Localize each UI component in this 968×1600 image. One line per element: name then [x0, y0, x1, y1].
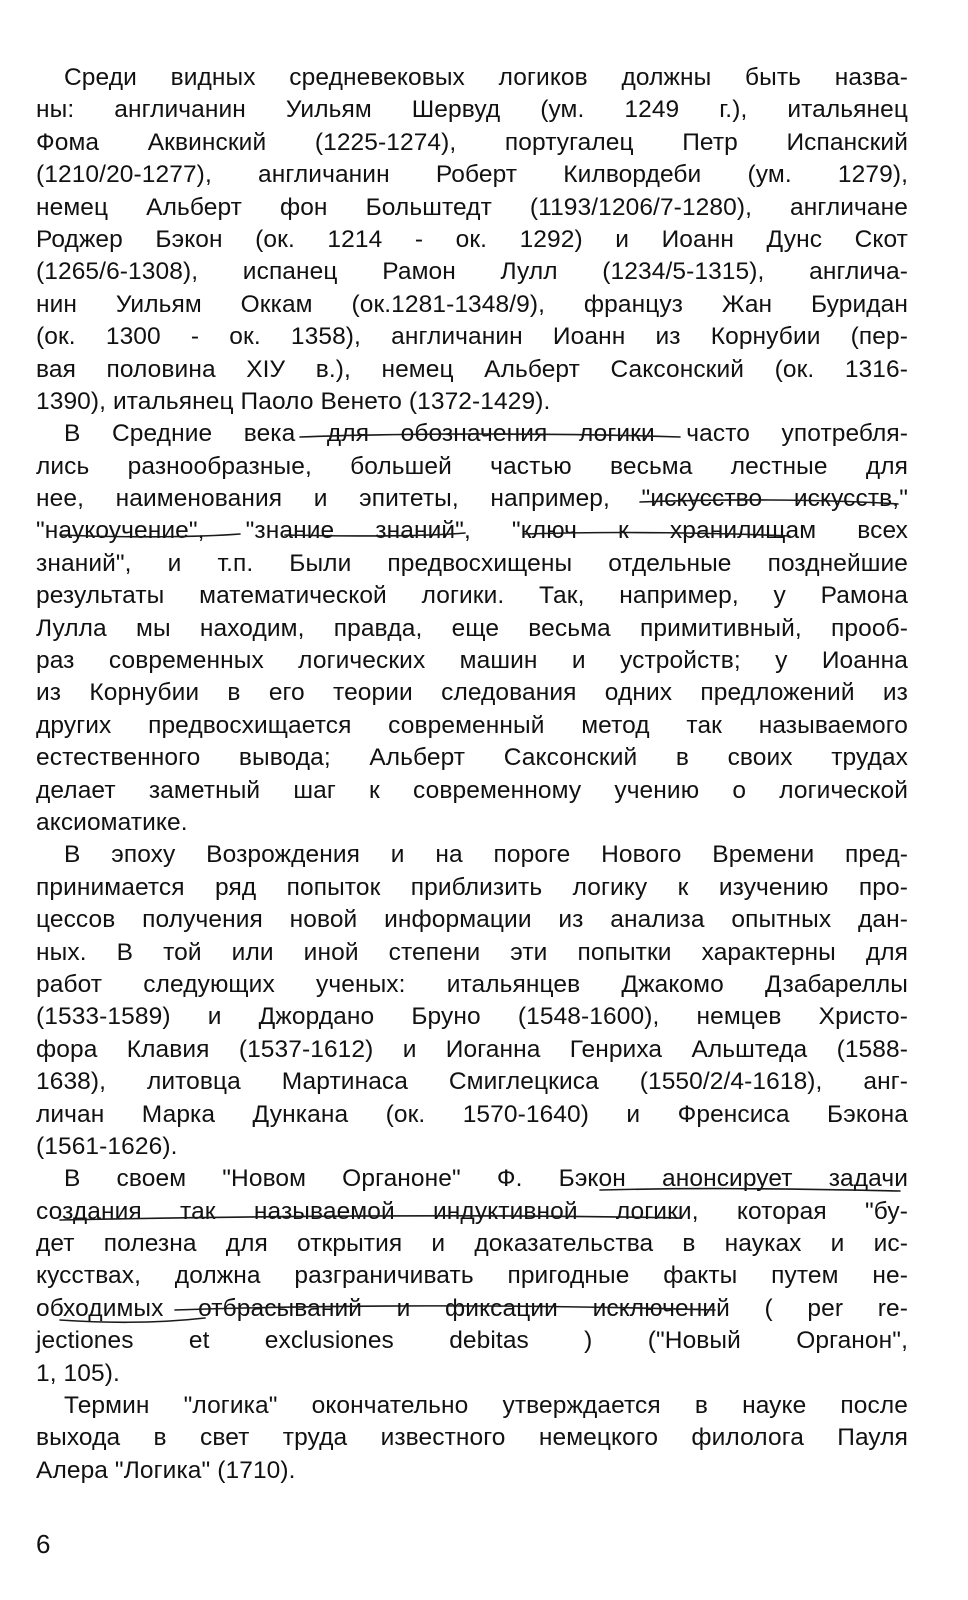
page-number: 6: [36, 1529, 51, 1559]
text-line: выхода в свет труда известного немецкого филолога Пауля: [36, 1424, 908, 1452]
text-line: Термин "логика" окончательно утверждается в науке после: [64, 1392, 908, 1420]
text-line: раз современных логических машин и устройств; у Иоанна: [36, 647, 908, 675]
text-line: обходимых отбрасываний и фиксации исключений ( per re-: [36, 1294, 908, 1322]
text-line: создания так называемой индуктивной логики, которая "бу-: [36, 1197, 908, 1225]
text-line: (1533-1589) и Джордано Бруно (1548-1600), немцев Христо-: [36, 1003, 908, 1031]
text-line: из Корнубии в его теории следования одних предложений из: [36, 679, 908, 707]
paragraph-renaissance: [36, 839, 908, 1163]
text-line: jectiones et exclusiones debitas ) ("Новый Органон",: [36, 1327, 908, 1355]
paragraph-logic-names: [36, 418, 908, 839]
text-line: знаний", и т.п. Были предвосхищены отдельные позднейшие: [36, 549, 908, 577]
text-line: лись разнообразные, большей частью весьма лестные для: [36, 452, 908, 480]
text-line: принимается ряд попыток приблизить логику к изучению про-: [36, 873, 908, 901]
text-line: 1390), итальянец Паоло Венето (1372-1429).: [36, 387, 551, 415]
text-line: нее, наименования и эпитеты, например, "искусство искусств,": [36, 485, 908, 513]
paragraph-novum-organum: [36, 1163, 908, 1390]
text-line: работ следующих ученых: итальянцев Джакомо Дзабареллы: [36, 970, 908, 998]
text-line: ны: англичанин Уильям Шервуд (ум. 1249 г.), итальянец: [36, 96, 908, 124]
text-line: кусствах, должна разграничивать пригодные факты путем не-: [36, 1262, 908, 1290]
text-line: делает заметный шаг к современному учению о логической: [36, 776, 908, 804]
text-line: результаты математической логики. Так, например, у Рамона: [36, 582, 908, 610]
paragraph-medieval-logicians: [36, 62, 908, 418]
text-line: Фома Аквинский (1225-1274), португалец Петр Испанский: [36, 128, 908, 156]
text-line: "наукоучение", "знание знаний", "ключ к хранилищам всех: [36, 517, 908, 545]
text-line: Роджер Бэкон (ок. 1214 - ок. 1292) и Иоанн Дунс Скот: [36, 225, 908, 253]
text-line: В Средние века для обозначения логики часто употребля-: [64, 420, 908, 448]
text-line: 1638), литовца Мартинаса Смиглецкиса (1550/2/4-1618), анг-: [36, 1068, 908, 1096]
paragraph-term-logic: [36, 1390, 908, 1487]
text-line: В своем "Новом Органоне" Ф. Бэкон анонсирует задачи: [64, 1165, 908, 1193]
text-line: Среди видных средневековых логиков должны быть назва-: [64, 64, 908, 91]
text-line: цессов получения новой информации из анализа опытных дан-: [36, 906, 908, 934]
text-line: ных. В той или иной степени эти попытки характерны для: [36, 938, 908, 966]
text-line: других предвосхищается современный метод так называемого: [36, 711, 908, 739]
text-line: 1, 105).: [36, 1359, 120, 1387]
text-line: личан Марка Дункана (ок. 1570-1640) и Френсиса Бэкона: [36, 1100, 908, 1128]
text-line: вая половина XIУ в.), немец Альберт Саксонский (ок. 1316-: [36, 355, 908, 383]
text-line: немец Альберт фон Больштедт (1193/1206/7-1280), англичане: [36, 193, 908, 221]
text-line: В эпоху Возрождения и на пороге Нового Времени пред-: [64, 841, 908, 869]
text-line: естественного вывода; Альберт Саксонский в своих трудах: [36, 744, 908, 772]
text-line: Алера "Логика" (1710).: [36, 1456, 296, 1484]
text-line: (1561-1626).: [36, 1132, 178, 1160]
text-line: (1210/20-1277), англичанин Роберт Килвордеби (ум. 1279),: [36, 161, 908, 189]
page-text: [36, 62, 908, 1487]
text-line: фора Клавия (1537-1612) и Иоганна Генриха Альштеда (1588-: [36, 1035, 908, 1063]
text-line: Лулла мы находим, правда, еще весьма примитивный, прооб-: [36, 614, 908, 642]
text-line: (1265/6-1308), испанец Рамон Лулл (1234/5-1315), англича-: [36, 258, 908, 286]
text-line: (ок. 1300 - ок. 1358), англичанин Иоанн из Корнубии (пер-: [36, 323, 908, 351]
text-line: нин Уильям Оккам (ок.1281-1348/9), француз Жан Буридан: [36, 290, 908, 318]
text-line: аксиоматике.: [36, 808, 188, 836]
text-line: дет полезна для открытия и доказательства в науках и ис-: [36, 1230, 908, 1258]
